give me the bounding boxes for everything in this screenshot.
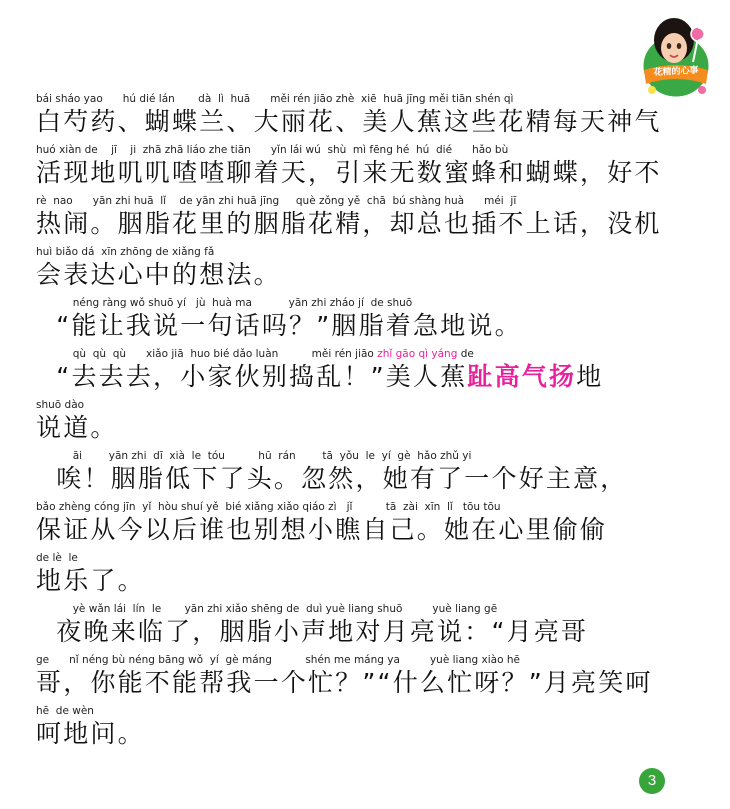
- highlighted-pinyin: zhǐ gāo qì yáng: [377, 348, 458, 360]
- flower-fairy-logo: [640, 14, 712, 100]
- hanzi-row: [36, 361, 646, 393]
- badge-title: 花精的心事: [653, 65, 699, 79]
- pinyin-row: rè nao yān zhi huā lǐ de yān zhi huā jīng què zǒng yě chā bú shàng huà méi jī: [36, 195, 517, 207]
- hanzi-row: 保证从今以后谁也别想小瞧自己。她在心里偷偷: [36, 515, 608, 544]
- pinyin-row: huó xiàn de jī ji zhā zhā liáo zhe tiān yǐn lái wú shù mì fēng hé hú dié hǎo bù: [36, 144, 509, 156]
- hanzi-row: 活现地叽叽喳喳聊着天，引来无数蜜蜂和蝴蝶，好不: [36, 158, 662, 187]
- hanzi-row: 白芍药、蝴蝶兰、大丽花、美人蕉这些花精每天神气: [36, 107, 662, 136]
- pinyin-segment: qù qù qù xiǎo jiā huo bié dǎo luàn měi rén jiāo: [36, 348, 378, 360]
- pinyin-row: ge nǐ néng bù néng bāng wǒ yí gè máng shén me máng ya yuè liang xiào hē: [36, 654, 520, 666]
- hanzi-row: 哥，你能不能帮我一个忙？”“什么忙呀？”月亮笑呵: [36, 668, 653, 697]
- highlighted-vocabulary: 趾高气扬: [467, 362, 577, 391]
- pinyin-row: bái sháo yao hú dié lán dà lì huā měi rén jiāo zhè xiē huā jīng měi tiān shén qì: [36, 93, 514, 105]
- hanzi-row: 热闹。胭脂花里的胭脂花精，却总也插不上话，没机: [36, 209, 662, 238]
- hanzi-row: 说道。: [36, 413, 118, 442]
- hanzi-row: 呵地问。: [36, 719, 145, 748]
- pinyin-row: néng ràng wǒ shuō yí jù huà ma yān zhi zháo jí de shuō: [36, 297, 413, 309]
- pinyin-row: huì biǎo dá xīn zhōng de xiǎng fǎ: [36, 246, 215, 258]
- pinyin-row: hē de wèn: [36, 705, 94, 717]
- hanzi-row: 地乐了。: [36, 566, 145, 595]
- series-logo-badge: [640, 14, 712, 100]
- hanzi-row: 唉！胭脂低下了头。忽然，她有了一个好主意，: [36, 464, 628, 493]
- pinyin-segment: de: [457, 348, 474, 360]
- pinyin-row: āi yān zhi dī xià le tóu hū rán tā yǒu le yí gè hǎo zhǔ yi: [36, 450, 472, 462]
- hanzi-row: 夜晚来临了，胭脂小声地对月亮说：“月亮哥: [36, 617, 589, 646]
- pinyin-row: de lè le: [36, 552, 78, 564]
- hanzi-segment: 地: [576, 362, 604, 391]
- page-number: 3: [639, 768, 665, 794]
- pinyin-row: [36, 347, 646, 361]
- pinyin-row: shuō dào: [36, 399, 85, 411]
- hanzi-segment: “去去去，小家伙别捣乱！”美人蕉: [36, 362, 468, 391]
- hanzi-row: 会表达心中的想法。: [36, 260, 281, 289]
- pinyin-row: yè wǎn lái lín le yān zhi xiǎo shēng de duì yuè liang shuō yuè liang gē: [36, 603, 498, 615]
- hanzi-row: “能让我说一句话吗？”胭脂着急地说。: [36, 311, 522, 340]
- pinyin-row: bǎo zhèng cóng jīn yǐ hòu shuí yě bié xiǎng xiǎo qiáo zì jǐ tā zài xīn lǐ tōu tōu: [36, 501, 501, 513]
